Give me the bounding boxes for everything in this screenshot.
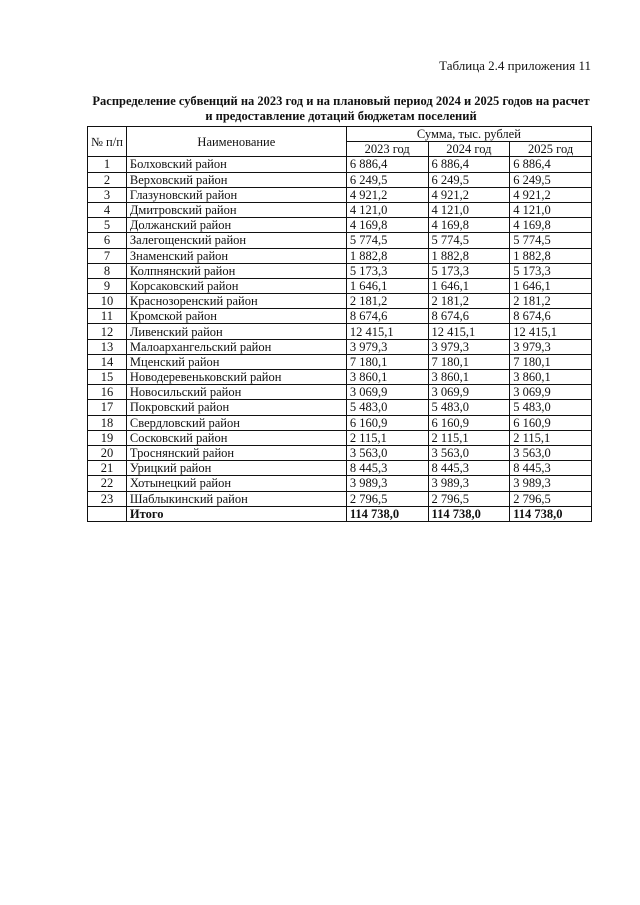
subsidies-table: [87, 126, 592, 522]
total-row: [88, 506, 592, 521]
table-row: [88, 157, 592, 172]
row-name: Урицкий район: [126, 461, 346, 476]
row-value-2023: 8 674,6: [346, 309, 428, 324]
table-row: [88, 445, 592, 460]
row-name: Мценский район: [126, 354, 346, 369]
row-value-2023: 1 882,8: [346, 248, 428, 263]
row-value-2024: 3 069,9: [428, 385, 510, 400]
row-value-2023: 114 738,0: [346, 506, 428, 521]
row-name: Дмитровский район: [126, 202, 346, 217]
header-year-2024: 2024 год: [428, 142, 510, 157]
row-value-2023: 3 069,9: [346, 385, 428, 400]
row-name: Краснозоренский район: [126, 294, 346, 309]
row-value-2024: 4 921,2: [428, 187, 510, 202]
row-name: Троснянский район: [126, 445, 346, 460]
row-value-2024: 6 249,5: [428, 172, 510, 187]
document-title: Распределение субвенций на 2023 год и на плановый период 2024 и 2025 годов на расчет и предоставление дотаций бюджетам поселений: [92, 94, 590, 123]
row-number: 7: [88, 248, 127, 263]
row-value-2024: 3 989,3: [428, 476, 510, 491]
row-value-2023: 5 173,3: [346, 263, 428, 278]
row-value-2024: 3 860,1: [428, 370, 510, 385]
header-num: № п/п: [88, 127, 127, 157]
row-value-2024: 4 121,0: [428, 202, 510, 217]
row-number: 14: [88, 354, 127, 369]
row-value-2024: 6 160,9: [428, 415, 510, 430]
row-value-2023: 6 249,5: [346, 172, 428, 187]
table-row: [88, 339, 592, 354]
row-value-2025: 114 738,0: [510, 506, 592, 521]
row-value-2024: 8 674,6: [428, 309, 510, 324]
row-name: Знаменский район: [126, 248, 346, 263]
row-name: Колпнянский район: [126, 263, 346, 278]
table-row: [88, 430, 592, 445]
row-value-2025: 2 796,5: [510, 491, 592, 506]
header-sum: Сумма, тыс. рублей: [346, 127, 591, 142]
row-value-2024: 1 646,1: [428, 278, 510, 293]
row-value-2023: 7 180,1: [346, 354, 428, 369]
header-name: Наименование: [126, 127, 346, 157]
row-number: 9: [88, 278, 127, 293]
row-number: 11: [88, 309, 127, 324]
table-row: [88, 354, 592, 369]
row-value-2025: 3 979,3: [510, 339, 592, 354]
row-number: 10: [88, 294, 127, 309]
header-year-2025: 2025 год: [510, 142, 592, 157]
row-value-2023: 4 169,8: [346, 218, 428, 233]
row-name: Хотынецкий район: [126, 476, 346, 491]
table-row: [88, 461, 592, 476]
row-number: 18: [88, 415, 127, 430]
table-caption: Таблица 2.4 приложения 11: [439, 58, 591, 73]
row-value-2025: 3 069,9: [510, 385, 592, 400]
row-number: 12: [88, 324, 127, 339]
row-number: 1: [88, 157, 127, 172]
row-value-2025: 5 774,5: [510, 233, 592, 248]
row-value-2025: 2 115,1: [510, 430, 592, 445]
row-value-2023: 1 646,1: [346, 278, 428, 293]
row-name: Болховский район: [126, 157, 346, 172]
row-value-2025: 4 121,0: [510, 202, 592, 217]
table-row: [88, 491, 592, 506]
table-row: [88, 263, 592, 278]
row-value-2025: 1 646,1: [510, 278, 592, 293]
row-value-2023: 12 415,1: [346, 324, 428, 339]
row-number: 15: [88, 370, 127, 385]
row-value-2023: 5 774,5: [346, 233, 428, 248]
row-number: 5: [88, 218, 127, 233]
row-value-2025: 6 249,5: [510, 172, 592, 187]
row-number: 3: [88, 187, 127, 202]
row-name: Должанский район: [126, 218, 346, 233]
row-value-2025: 6 886,4: [510, 157, 592, 172]
row-name: Новосильский район: [126, 385, 346, 400]
row-value-2024: 8 445,3: [428, 461, 510, 476]
row-name: Верховский район: [126, 172, 346, 187]
row-value-2024: 2 796,5: [428, 491, 510, 506]
row-value-2024: 114 738,0: [428, 506, 510, 521]
row-value-2024: 12 415,1: [428, 324, 510, 339]
row-name: Малоархангельский район: [126, 339, 346, 354]
row-value-2024: 1 882,8: [428, 248, 510, 263]
row-value-2025: 3 860,1: [510, 370, 592, 385]
row-value-2023: 3 989,3: [346, 476, 428, 491]
row-name: Залегощенский район: [126, 233, 346, 248]
row-value-2025: 5 483,0: [510, 400, 592, 415]
row-value-2024: 5 173,3: [428, 263, 510, 278]
row-value-2025: 8 674,6: [510, 309, 592, 324]
row-value-2025: 5 173,3: [510, 263, 592, 278]
row-name: Итого: [126, 506, 346, 521]
row-value-2024: 3 979,3: [428, 339, 510, 354]
row-name: Свердловский район: [126, 415, 346, 430]
row-name: Ливенский район: [126, 324, 346, 339]
row-value-2025: 4 921,2: [510, 187, 592, 202]
row-number: 19: [88, 430, 127, 445]
row-value-2024: 4 169,8: [428, 218, 510, 233]
row-number: 8: [88, 263, 127, 278]
row-value-2023: 8 445,3: [346, 461, 428, 476]
row-name: Покровский район: [126, 400, 346, 415]
row-name: Шаблыкинский район: [126, 491, 346, 506]
row-value-2023: 6 160,9: [346, 415, 428, 430]
table-row: [88, 309, 592, 324]
row-value-2023: 3 860,1: [346, 370, 428, 385]
row-number: 13: [88, 339, 127, 354]
row-number: 22: [88, 476, 127, 491]
row-value-2024: 6 886,4: [428, 157, 510, 172]
row-value-2023: 2 181,2: [346, 294, 428, 309]
row-number: 21: [88, 461, 127, 476]
table-row: [88, 233, 592, 248]
row-value-2023: 6 886,4: [346, 157, 428, 172]
row-number: 6: [88, 233, 127, 248]
row-number: 20: [88, 445, 127, 460]
row-name: Новодеревеньковский район: [126, 370, 346, 385]
row-name: Глазуновский район: [126, 187, 346, 202]
table-row: [88, 370, 592, 385]
row-value-2023: 3 979,3: [346, 339, 428, 354]
row-number: 23: [88, 491, 127, 506]
table-row: [88, 172, 592, 187]
table-row: [88, 187, 592, 202]
table-row: [88, 294, 592, 309]
table-row: [88, 278, 592, 293]
row-value-2025: 3 563,0: [510, 445, 592, 460]
row-value-2024: 2 115,1: [428, 430, 510, 445]
row-value-2024: 5 774,5: [428, 233, 510, 248]
row-value-2025: 1 882,8: [510, 248, 592, 263]
row-number: 16: [88, 385, 127, 400]
row-value-2024: 7 180,1: [428, 354, 510, 369]
row-number: 4: [88, 202, 127, 217]
row-value-2024: 3 563,0: [428, 445, 510, 460]
row-number: 2: [88, 172, 127, 187]
row-value-2025: 3 989,3: [510, 476, 592, 491]
row-value-2025: 8 445,3: [510, 461, 592, 476]
table-row: [88, 400, 592, 415]
table-row: [88, 248, 592, 263]
row-value-2024: 2 181,2: [428, 294, 510, 309]
row-value-2023: 2 796,5: [346, 491, 428, 506]
table-row: [88, 218, 592, 233]
row-name: Кромской район: [126, 309, 346, 324]
row-value-2023: 4 121,0: [346, 202, 428, 217]
row-value-2023: 3 563,0: [346, 445, 428, 460]
table-row: [88, 415, 592, 430]
table-row: [88, 324, 592, 339]
row-value-2025: 12 415,1: [510, 324, 592, 339]
row-value-2025: 7 180,1: [510, 354, 592, 369]
table-row: [88, 202, 592, 217]
row-name: Сосковский район: [126, 430, 346, 445]
table-row: [88, 476, 592, 491]
header-year-2023: 2023 год: [346, 142, 428, 157]
row-value-2025: 4 169,8: [510, 218, 592, 233]
row-number: 17: [88, 400, 127, 415]
table-row: [88, 385, 592, 400]
row-value-2023: 4 921,2: [346, 187, 428, 202]
row-value-2023: 5 483,0: [346, 400, 428, 415]
row-number: [88, 506, 127, 521]
row-value-2024: 5 483,0: [428, 400, 510, 415]
row-name: Корсаковский район: [126, 278, 346, 293]
row-value-2023: 2 115,1: [346, 430, 428, 445]
row-value-2025: 6 160,9: [510, 415, 592, 430]
row-value-2025: 2 181,2: [510, 294, 592, 309]
